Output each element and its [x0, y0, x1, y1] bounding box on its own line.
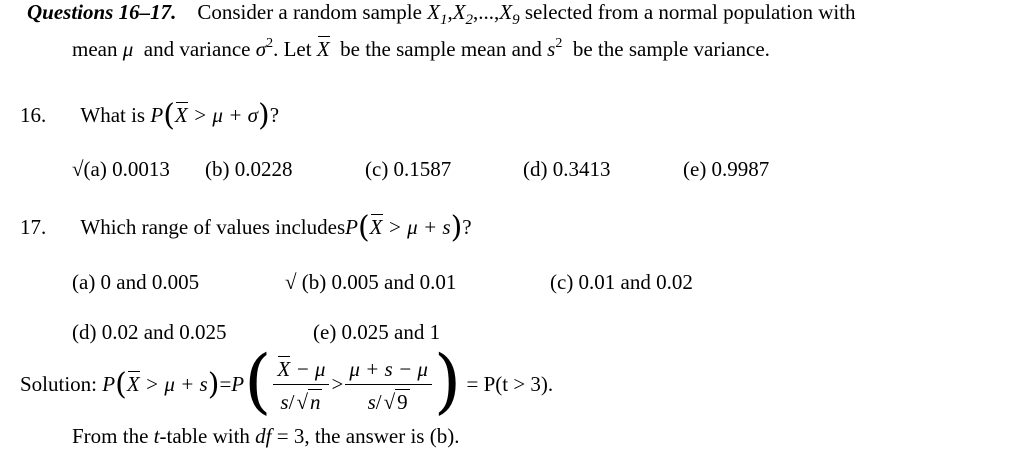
xbar-symbol: X	[174, 103, 188, 127]
right-paren: )	[450, 210, 463, 245]
option-label: (c) 0.1587	[365, 157, 452, 181]
problem-header-line2	[72, 36, 770, 62]
q16-option-d[interactable]	[523, 157, 611, 182]
sample-var-x9: $X_9$	[499, 0, 520, 28]
prob-expression: > μ + σ	[192, 103, 258, 127]
q17-option-a[interactable]	[72, 270, 199, 295]
df-symbol: df	[255, 424, 272, 448]
question-mark: ?	[269, 103, 280, 127]
header-tail: selected from a normal population with	[524, 0, 856, 24]
numerator-rest: − μ	[295, 357, 326, 382]
option-label: (e) 0.025 and 1	[313, 320, 441, 344]
option-label: (a) 0 and 0.005	[72, 270, 200, 294]
sqrt-9: √9	[383, 390, 408, 415]
standardized-fraction	[273, 357, 329, 415]
right-paren: )	[207, 367, 220, 402]
question-16	[20, 98, 279, 133]
question-number: 16.	[20, 103, 47, 127]
sigma-symbol: σ	[255, 37, 267, 61]
text-answer: = 3, the answer is (b).	[276, 424, 460, 448]
t-symbol: t	[153, 424, 160, 448]
q17-option-c[interactable]	[550, 270, 693, 295]
option-label: (b) 0.0228	[205, 157, 293, 181]
text-table-with: -table with	[159, 424, 250, 448]
solution-conclusion	[72, 424, 459, 449]
question-17	[20, 210, 472, 245]
slash: /	[288, 390, 295, 415]
slash: /	[375, 390, 382, 415]
question-mark: ?	[462, 215, 472, 239]
questions-label: Questions 16–17.	[27, 0, 177, 24]
text-sample-mean: be the sample mean and	[340, 37, 542, 61]
option-label: (a) 0.0013	[83, 157, 170, 181]
prob-P: P	[150, 103, 164, 127]
prob-P: P	[231, 372, 245, 396]
xbar-symbol: X	[277, 357, 291, 382]
s-symbol: s	[280, 390, 289, 415]
text-from-the: From the	[72, 424, 149, 448]
xbar-symbol: X	[316, 37, 330, 61]
q17-option-b[interactable]	[285, 270, 456, 295]
left-paren: (	[115, 367, 127, 402]
left-paren: (	[357, 210, 370, 245]
solution-label: Solution:	[20, 372, 98, 396]
big-left-paren: (	[244, 340, 272, 422]
greater-than: >	[331, 372, 344, 396]
xbar-symbol: X	[126, 372, 140, 396]
text-variance: and variance	[143, 37, 251, 61]
header-text: Consider a random sample	[197, 0, 422, 24]
s-exponent: 2	[555, 36, 563, 51]
q17-option-e[interactable]	[313, 320, 440, 345]
lhs-expression: > μ + s	[144, 372, 208, 396]
s-symbol: s	[367, 390, 376, 415]
q16-option-b[interactable]	[205, 157, 293, 182]
sample-var-x2: $X_2$	[452, 0, 474, 28]
q16-option-c[interactable]	[365, 157, 451, 182]
equals-sign: =	[219, 372, 232, 396]
sqrt-n: √n	[296, 390, 321, 415]
mu-symbol: μ	[122, 37, 134, 61]
prob-P: P	[345, 215, 358, 239]
left-paren: (	[163, 98, 175, 133]
solution-line	[20, 340, 554, 422]
sigma-exponent: 2	[266, 36, 274, 51]
q16-option-e[interactable]	[683, 157, 769, 182]
sample-var-x1: $X_1$	[427, 0, 448, 28]
checkmark-icon: √	[285, 270, 297, 294]
text-let: . Let	[273, 37, 312, 61]
problem-header-line1: Questions 16–17. Consider a random sample $X_1,X_2,...,X_9$ selected from a normal population with	[27, 0, 856, 28]
option-label: (c) 0.01 and 0.02	[550, 270, 693, 294]
text-mean: mean	[72, 37, 118, 61]
sample-ellipsis: ...	[478, 0, 495, 24]
numerator: μ + s − μ	[345, 357, 432, 385]
xbar-symbol: X	[369, 215, 383, 239]
big-right-paren: )	[433, 340, 462, 422]
checkmark-icon: √	[72, 157, 84, 181]
prob-expression: > μ + s	[387, 215, 451, 239]
s-symbol: s	[547, 37, 556, 61]
option-label: (e) 0.9987	[683, 157, 770, 181]
question-number: 17.	[20, 215, 47, 239]
right-paren: )	[257, 98, 270, 133]
text-sample-variance: be the sample variance.	[572, 37, 770, 61]
rhs-expression: = P(t > 3).	[466, 372, 554, 396]
threshold-fraction	[345, 357, 432, 415]
question-text: Which range of values includes	[80, 215, 346, 239]
prob-P: P	[102, 372, 116, 396]
q16-option-a[interactable]	[72, 157, 170, 182]
question-text: What is	[80, 103, 146, 127]
option-label: (b) 0.005 and 0.01	[301, 270, 457, 294]
option-label: (d) 0.02 and 0.025	[72, 320, 227, 344]
option-label: (d) 0.3413	[523, 157, 611, 181]
q17-option-d[interactable]	[72, 320, 227, 345]
